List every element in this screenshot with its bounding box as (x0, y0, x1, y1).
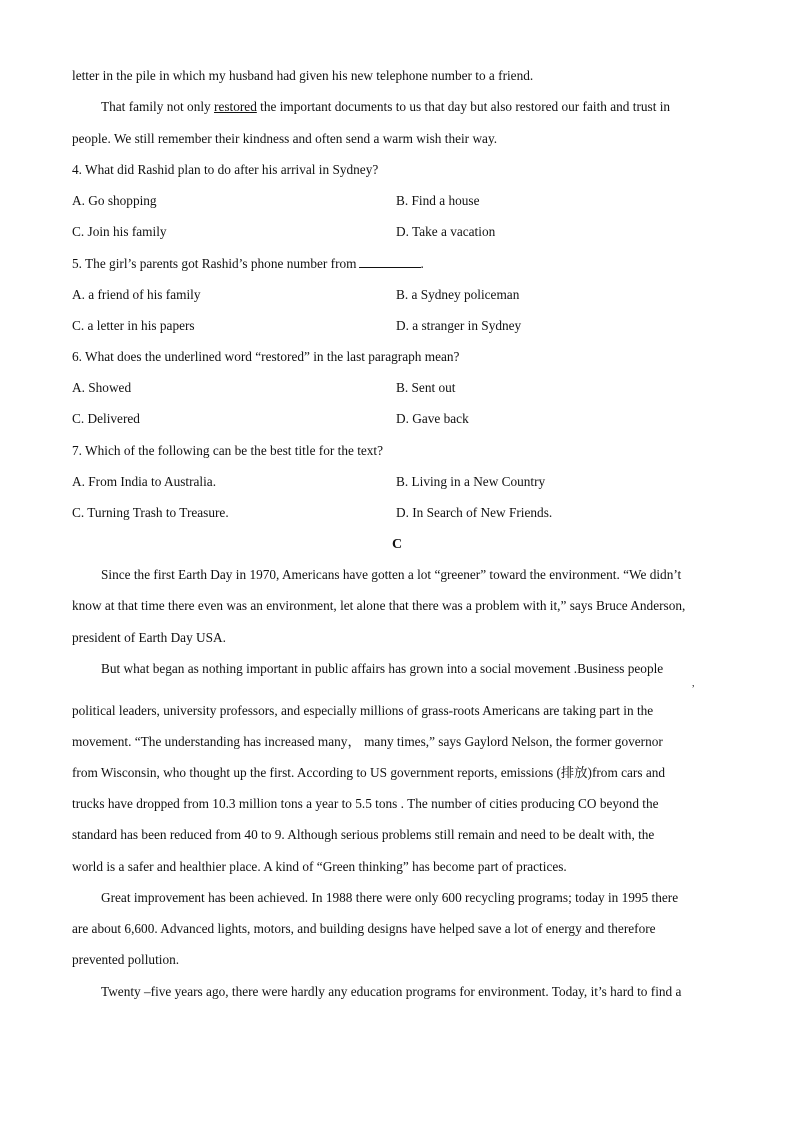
question-7-option-a: A. From India to Australia. (72, 474, 217, 489)
question-5-option-c: C. a letter in his papers (72, 318, 195, 333)
section-c-line: Twenty –five years ago, there were hardly any education programs for environment. Today, it’s hard to find a (101, 984, 682, 999)
question-5-stem (72, 255, 424, 272)
question-6-option-c: C. Delivered (72, 411, 140, 426)
passage-b-line: letter in the pile in which my husband had given his new telephone number to a friend. (72, 68, 534, 83)
question-4-option-d: D. Take a vacation (396, 224, 496, 239)
text-run: 5. The girl’s parents got Rashid’s phone number from (72, 256, 357, 271)
question-5-option-b: B. a Sydney policeman (396, 287, 520, 302)
stray-comma: , (692, 678, 695, 689)
question-7-stem: 7. Which of the following can be the best title for the text? (72, 443, 384, 458)
question-6-option-d: D. Gave back (396, 411, 469, 426)
question-6-option-b: B. Sent out (396, 380, 456, 395)
section-c-line: Since the first Earth Day in 1970, Americans have gotten a lot “greener” toward the environment. “We didn’t (101, 567, 682, 582)
question-7-option-b: B. Living in a New Country (396, 474, 546, 489)
text-run: That family not only (101, 99, 215, 114)
text-run: the important documents to us that day but also restored our faith and trust in (256, 99, 671, 114)
question-4-option-c: C. Join his family (72, 224, 167, 239)
section-heading-c: C (391, 537, 403, 552)
underlined-word-restored: restored (214, 99, 257, 114)
section-c-line: Great improvement has been achieved. In 1988 there were only 600 recycling programs; today in 1995 there (101, 890, 679, 905)
text-run: . (420, 256, 424, 271)
question-6-stem: 6. What does the underlined word “restored” in the last paragraph mean? (72, 349, 460, 364)
section-c-line: movement. “The understanding has increased many， many times,” says Gaylord Nelson, the former governor (72, 734, 663, 749)
question-4-option-a: A. Go shopping (72, 193, 157, 208)
question-4-option-b: B. Find a house (396, 193, 480, 208)
answer-blank (359, 255, 421, 268)
section-c-line: trucks have dropped from 10.3 million tons a year to 5.5 tons . The number of cities producing CO beyond the (72, 796, 659, 811)
question-7-option-c: C. Turning Trash to Treasure. (72, 505, 229, 520)
question-5-option-a: A. a friend of his family (72, 287, 201, 302)
section-c-line: political leaders, university professors, and especially millions of grass-roots Americans are taking part in the (72, 703, 654, 718)
section-c-line: But what began as nothing important in public affairs has grown into a social movement .Business people (101, 661, 664, 676)
section-c-line: prevented pollution. (72, 952, 180, 967)
section-c-line: know at that time there even was an environment, let alone that there was a problem with it,” says Bruce Anderson, (72, 598, 686, 613)
section-c-line: world is a safer and healthier place. A kind of “Green thinking” has become part of practices. (72, 859, 567, 874)
section-c-line: are about 6,600. Advanced lights, motors, and building designs have helped save a lot of energy and therefore (72, 921, 656, 936)
question-6-option-a: A. Showed (72, 380, 132, 395)
section-c-line: president of Earth Day USA. (72, 630, 226, 645)
passage-b-last-paragraph (101, 99, 670, 115)
section-c-line: standard has been reduced from 40 to 9. Although serious problems still remain and need to be dealt with, the (72, 827, 655, 842)
section-c-line: from Wisconsin, who thought up the first. According to US government reports, emissions (排放)from cars and (72, 765, 666, 780)
passage-b-line: people. We still remember their kindness and often send a warm wish their way. (72, 131, 498, 146)
question-5-option-d: D. a stranger in Sydney (396, 318, 522, 333)
question-4-stem: 4. What did Rashid plan to do after his arrival in Sydney? (72, 162, 379, 177)
question-7-option-d: D. In Search of New Friends. (396, 505, 553, 520)
